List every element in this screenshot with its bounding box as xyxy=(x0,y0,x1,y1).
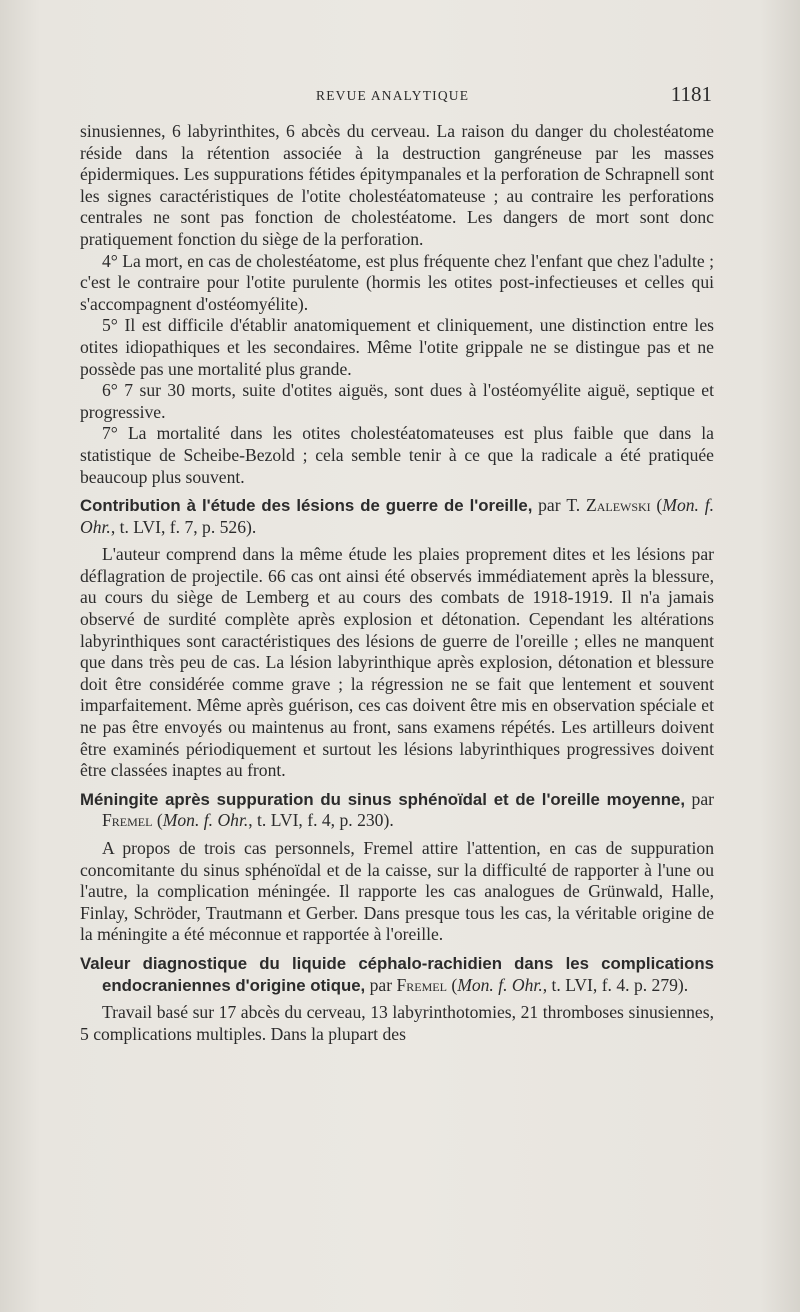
reference: , t. LVI, f. 4, p. 230). xyxy=(248,810,394,831)
section-body-meningitis: A propos de trois cas personnels, Fremel attire l'attention, en cas de suppuration concomitante du sinus sphénoïdal et de la caisse, sur la difficulté de rapporter à l'une ou l'autre, la complication méningée. Il rapporte les cas analogues de Grünwald, Halle, Finlay, Schröder, Trautmann et Gerber. Dans presque tous les cas, la véritable origine de la méningite a été méconnue et rapportée à l'oreille. xyxy=(80,838,714,945)
section-heading-meningitis: Méningite après suppuration du sinus sphénoïdal et de l'oreille moyenne, par Fremel (Mon. f. Ohr., t. LVI, f. 4, p. 230). xyxy=(80,788,714,831)
reference: , t. LVI, f. 7, p. 526). xyxy=(110,516,257,537)
running-title: REVUE ANALYTIQUE xyxy=(316,88,470,103)
paragraph-point-4: 4° La mort, en cas de cholestéatome, est plus fréquente chez l'enfant que chez l'adulte ; c'est le contraire pour l'otite purulente (hormis les otites post-infectieuses et celles qui s'accompagnent d'ostéomyélite). xyxy=(80,250,714,314)
section-title: Contribution à l'étude des lésions de guerre de l'oreille, xyxy=(80,496,533,516)
section-body-csf: Travail basé sur 17 abcès du cerveau, 13 labyrinthotomies, 21 thromboses sinusiennes, 5 complications multiples. Dans la plupart des xyxy=(80,1002,714,1044)
journal-name: Mon. f. Ohr. xyxy=(457,974,543,995)
article-text xyxy=(80,121,714,1045)
section-heading-war-lesions: Contribution à l'étude des lésions de guerre de l'oreille, par T. Zalewski (Mon. f. Ohr., t. LVI, f. 7, p. 526). xyxy=(80,495,714,537)
journal-name: Mon. f. Ohr. xyxy=(162,810,249,831)
paragraph-continued: sinusiennes, 6 labyrinthites, 6 abcès du cerveau. La raison du danger du cholestéatome réside dans la rétention associée à la destruction gangréneuse par les masses épidermiques. Les suppurations fétides épitympanales et la perforation de Schrapnell sont les signes caractéristiques de l'otite cholestéatomateuse ; au contraire les perforations centrales ne sont pas fonction de cholestéatome. Les dangers de mort sont donc pratiquement fonction du siège de la perforation. xyxy=(80,121,714,249)
author-name: Fremel xyxy=(396,974,447,995)
reference: , t. LVI, f. 4. p. 279). xyxy=(542,974,689,995)
section-body-war-lesions: L'auteur comprend dans la même étude les plaies proprement dites et les lésions par déflagration de projectile. 66 cas ont ainsi été observés immédiatement après la blessure, au cours du siège de Lemberg et au cours des combats de 1918-1919. Il n'a jamais observé de surdité complète après explosion et détonation. Cependant les altérations labyrinthiques sont caractéristiques des lésions de guerre de l'oreille ; elles ne manquent que dans très peu de cas. La lésion labyrinthique après explosion, détonation et blessure doit être considérée comme grave ; la régression ne se fait que lentement et souvent imparfaitement. Même après guérison, ces cas doivent être mis en observation spéciale et ne pas être envoyés ou maintenus au front, sans examens répétés. Les artilleurs doivent être examinés périodiquement et surtout les lésions labyrinthiques progressives doivent être classées inaptes au front. xyxy=(80,544,714,781)
author-name: Fremel xyxy=(102,810,153,831)
paragraph-point-5: 5° Il est difficile d'établir anatomiquement et cliniquement, une distinction entre les otites idiopathiques et les secondaires. Même l'otite grippale ne se distingue pas et ne possède pas une mortalité plus grande. xyxy=(80,315,714,379)
section-title: Valeur diagnostique du liquide céphalo-rachidien dans les complications endocraniennes d'origine otique, xyxy=(80,953,714,995)
paragraph-point-7: 7° La mortalité dans les otites cholestéatomateuses est plus faible que dans la statistique de Scheibe-Bezold ; cela semble tenir à ce que la radicale a été pratiquée beaucoup plus souvent. xyxy=(80,423,714,487)
page-header xyxy=(78,82,714,112)
author-name: T. Zalewski xyxy=(566,495,651,516)
paragraph-point-6: 6° 7 sur 30 morts, suite d'otites aiguës, sont dues à l'ostéomyélite aiguë, septique et progressive. xyxy=(80,380,714,422)
journal-name: Mon. f. Ohr. xyxy=(80,495,714,537)
section-title: Méningite après suppuration du sinus sphénoïdal et de l'oreille moyenne, xyxy=(80,789,685,809)
section-heading-csf: Valeur diagnostique du liquide céphalo-rachidien dans les complications endocraniennes d'origine otique, par Fremel (Mon. f. Ohr., t. LVI, f. 4. p. 279). xyxy=(80,953,714,995)
page-number: 1181 xyxy=(670,82,712,106)
